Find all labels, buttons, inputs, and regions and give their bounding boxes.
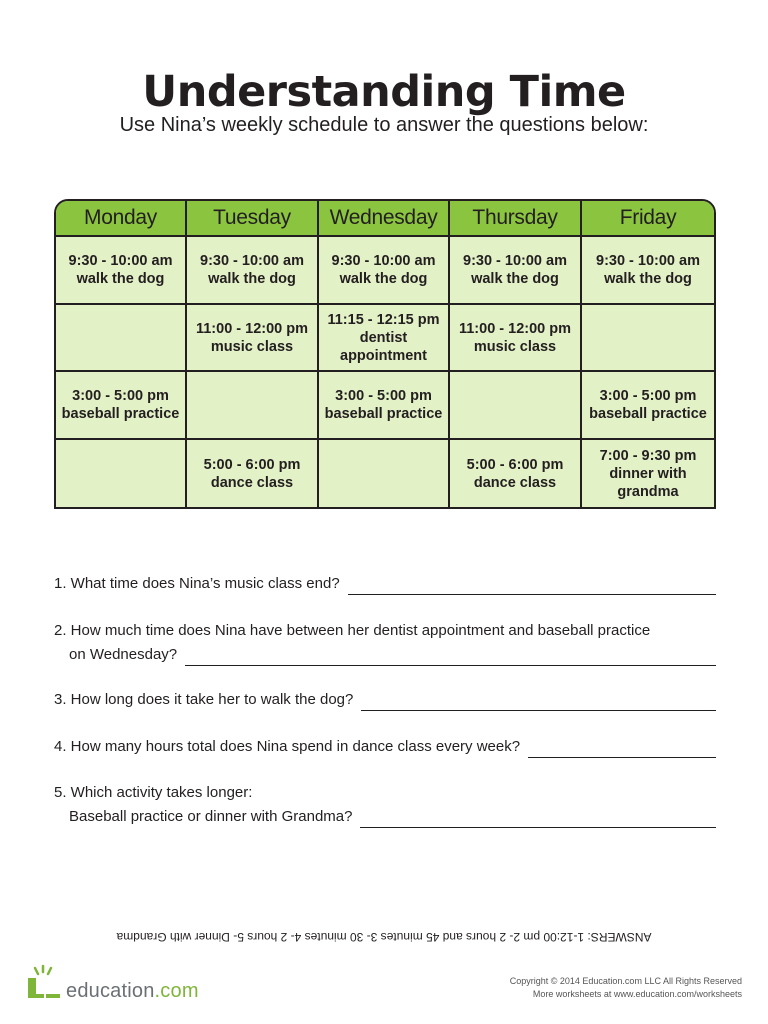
book-icon [24,964,64,1002]
schedule-cell [450,305,582,372]
day-header: Monday [56,201,187,237]
event-time: 11:00 - 12:00 pm [458,320,572,337]
event-time: 3:00 - 5:00 pm [72,388,169,404]
event-time: 9:30 - 10:00 am [68,253,173,269]
event-time: 3:00 - 5:00 pm [599,388,697,404]
event-time: 9:30 - 10:00 am [596,253,700,269]
event-activity: walk the dog [208,271,296,287]
event-time: 3:00 - 5:00 pm [335,388,432,404]
logo-domain: .com [154,980,199,1002]
answer-line-2[interactable] [185,650,716,666]
schedule-cell [582,237,714,305]
question-1-text: 1. What time does Nina’s music class end? [54,575,340,592]
schedule-cell [187,237,319,305]
question-3 [54,689,716,711]
event-activity: dinner with grandma [609,465,687,500]
question-1 [54,573,716,595]
schedule-cell [56,440,187,507]
schedule-cell [319,372,450,440]
event-activity: baseball practice [324,406,443,422]
event-time: 7:00 - 9:30 pm [599,447,697,464]
schedule-table [54,199,716,509]
event-time: 11:15 - 12:15 pm [327,311,440,328]
answer-line-5[interactable] [360,812,716,828]
schedule-cell [187,372,319,440]
event-time: 11:00 - 12:00 pm [195,320,309,337]
event-activity: dance class [473,474,557,491]
answer-line-4[interactable] [528,742,716,758]
event-activity: baseball practice [589,406,707,422]
event-activity: walk the dog [76,271,165,287]
schedule-cell [582,440,714,507]
event-activity: walk the dog [339,271,428,287]
question-5-text-cont: Baseball practice or dinner with Grandma? [69,808,353,825]
schedule-cell [187,440,319,507]
event-activity: walk the dog [604,271,692,287]
event-activity: dance class [210,474,294,491]
day-header: Wednesday [319,201,450,237]
day-header: Thursday [450,201,582,237]
event-time: 5:00 - 6:00 pm [203,456,301,473]
copyright-block [510,975,742,1001]
question-2-text: 2. How much time does Nina have between her dentist appointment and baseball practice [54,622,651,639]
answer-key: ANSWERS: 1-12:00 pm 2- 2 hours and 45 minutes 3- 30 minutes 4- 2 hours 5- Dinner with Grandma [116,930,652,944]
schedule-cell [319,305,450,372]
question-5 [54,782,716,828]
answer-line-1[interactable] [348,579,716,595]
logo-text [66,980,199,1002]
schedule-cell [450,440,582,507]
copyright-text: Copyright © 2014 Education.com LLC All Rights Reserved [509,976,742,986]
schedule-cell [450,237,582,305]
logo-word: education [66,980,155,1002]
question-4 [54,736,716,758]
event-time: 9:30 - 10:00 am [200,253,304,269]
question-5-text: 5. Which activity takes longer: [54,784,253,801]
schedule-cell [56,305,187,372]
schedule-cell [582,372,714,440]
page-subtitle: Use Nina’s weekly schedule to answer the questions below: [119,114,649,136]
schedule-cell [187,305,319,372]
schedule-cell [319,440,450,507]
more-worksheets-link[interactable]: More worksheets at www.education.com/worksheets [532,989,742,999]
schedule-cell [582,305,714,372]
event-activity: dentist appointment [340,329,427,364]
question-3-text: 3. How long does it take her to walk the dog? [54,691,354,708]
day-header: Tuesday [187,201,319,237]
schedule-cell [450,372,582,440]
answer-line-3[interactable] [361,695,716,711]
question-2-text-cont: on Wednesday? [69,646,178,663]
event-activity: baseball practice [61,406,180,422]
education-logo[interactable] [24,964,199,1002]
event-activity: walk the dog [471,271,559,287]
day-header: Friday [582,201,714,237]
question-4-text: 4. How many hours total does Nina spend in dance class every week? [54,738,521,755]
event-time: 5:00 - 6:00 pm [466,456,564,473]
event-time: 9:30 - 10:00 am [331,253,436,269]
event-activity: music class [473,338,557,355]
question-2 [54,620,716,666]
event-activity: music class [210,338,294,355]
schedule-cell [56,237,187,305]
schedule-cell [319,237,450,305]
page-title: Understanding Time [142,67,626,117]
event-time: 9:30 - 10:00 am [463,253,567,269]
schedule-cell [56,372,187,440]
